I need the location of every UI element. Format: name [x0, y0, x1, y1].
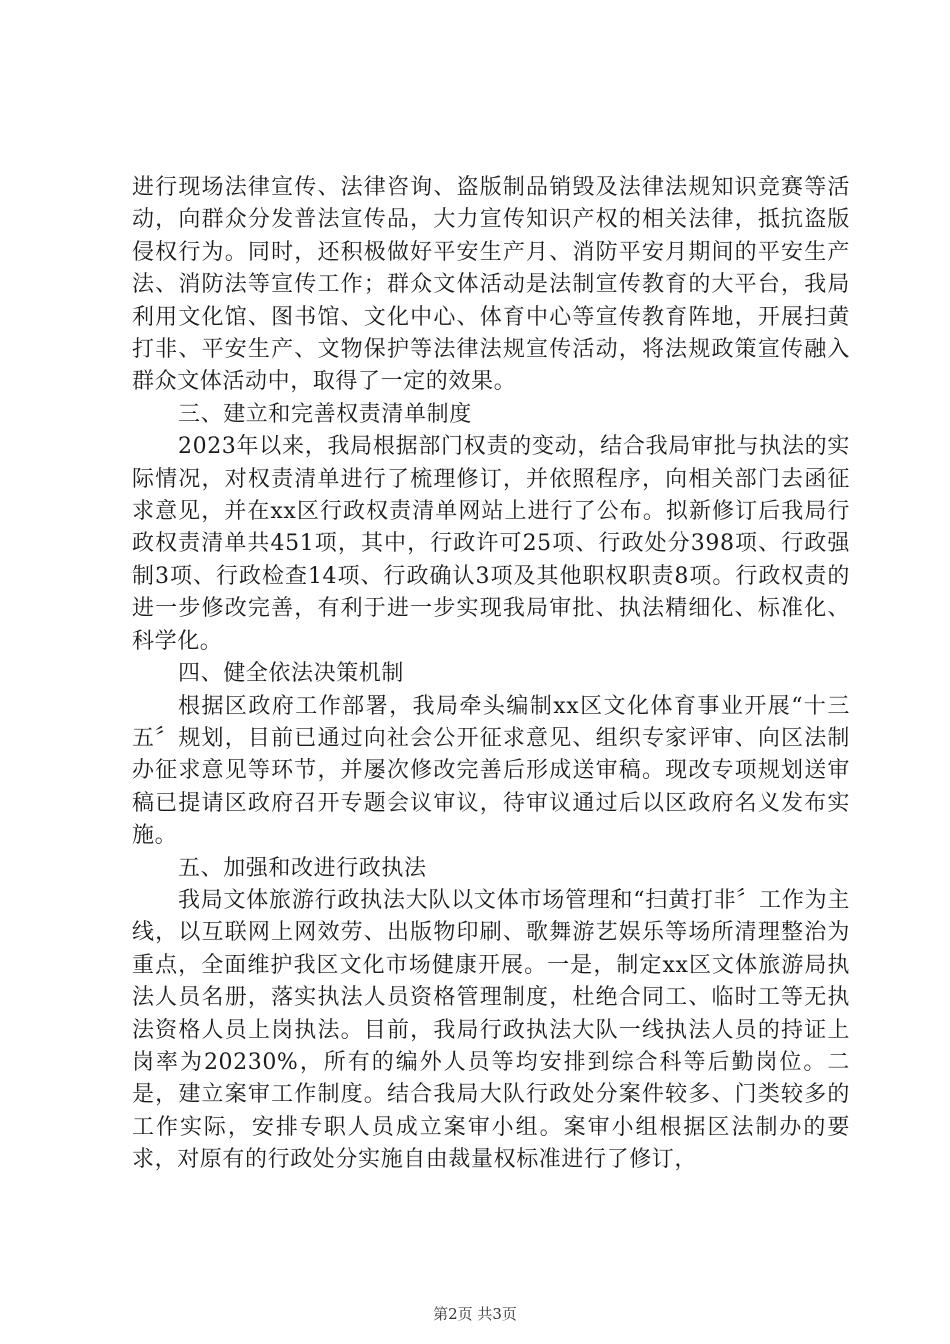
paragraph-continued: 进行现场法律宣传、法律咨询、盗版制品销毁及法律法规知识竞赛等活动，向群众分发普法宣传品，大力宣传知识产权的相关法律，抵抗盗版侵权行为。同时，还积极做好平安生产月、消防平安月期间的平安生产法、消防法等宣传工作；群众文体活动是法制宣传教育的大平台，我局利用文化馆、图书馆、文化中心、体育中心等宣传教育阵地，开展扫黄打非、平安生产、文物保护等法律法规宣传活动，将法规政策宣传融入群众文体活动中，取得了一定的效果。 — [132, 175, 850, 395]
section-heading-3: 三、建立和完善权责清单制度 — [178, 401, 472, 427]
document-body — [132, 172, 850, 1177]
paragraph-section-5: 我局文体旅游行政执法大队以文体市场管理和“扫黄打非〞工作为主线，以互联网上网效劳、出版物印刷、歌舞游艺娱乐等场所清理整治为重点，全面维护我区文化市场健康开展。一是，制定xx区文体旅游局执法人员名册，落实执法人员资格管理制度，杜绝合同工、临时工等无执法资格人员上岗执法。目前，我局行政执法大队一线执法人员的持证上岗率为20230%，所有的编外人员等均安排到综合科等后勤岗位。二是，建立案审工作制度。结合我局大队行政处分案件较多、门类较多的工作实际，安排专职人员成立案审小组。案审小组根据区法制办的要求，对原有的行政处分实施自由裁量权标准进行了修订， — [132, 887, 850, 1173]
section-heading-5: 五、加强和改进行政执法 — [178, 855, 427, 881]
section-heading-4: 四、健全依法决策机制 — [178, 661, 405, 687]
page-footer: 第2页 共3页 — [433, 1305, 517, 1323]
paragraph-section-3: 2023年以来，我局根据部门权责的变动，结合我局审批与执法的实际情况，对权责清单进行了梳理修订，并依照程序，向相关部门去函征求意见，并在xx区行政权责清单网站上进行了公布。拟新修订后我局行政权责清单共451项，其中，行政许可25项、行政处分398项、行政强制3项、行政检查14项、行政确认3项及其他职权职责8项。行政权责的进一步修改完善，有利于进一步实现我局审批、执法精细化、标准化、科学化。 — [132, 434, 850, 654]
paragraph-section-4: 根据区政府工作部署，我局牵头编制xx区文化体育事业开展“十三五〞规划，目前已通过向社会公开征求意见、组织专家评审、向区法制办征求意见等环节，并屡次修改完善后形成送审稿。现改专项规划送审稿已提请区政府召开专题会议审议，待审议通过后以区政府名义发布实施。 — [132, 693, 850, 849]
